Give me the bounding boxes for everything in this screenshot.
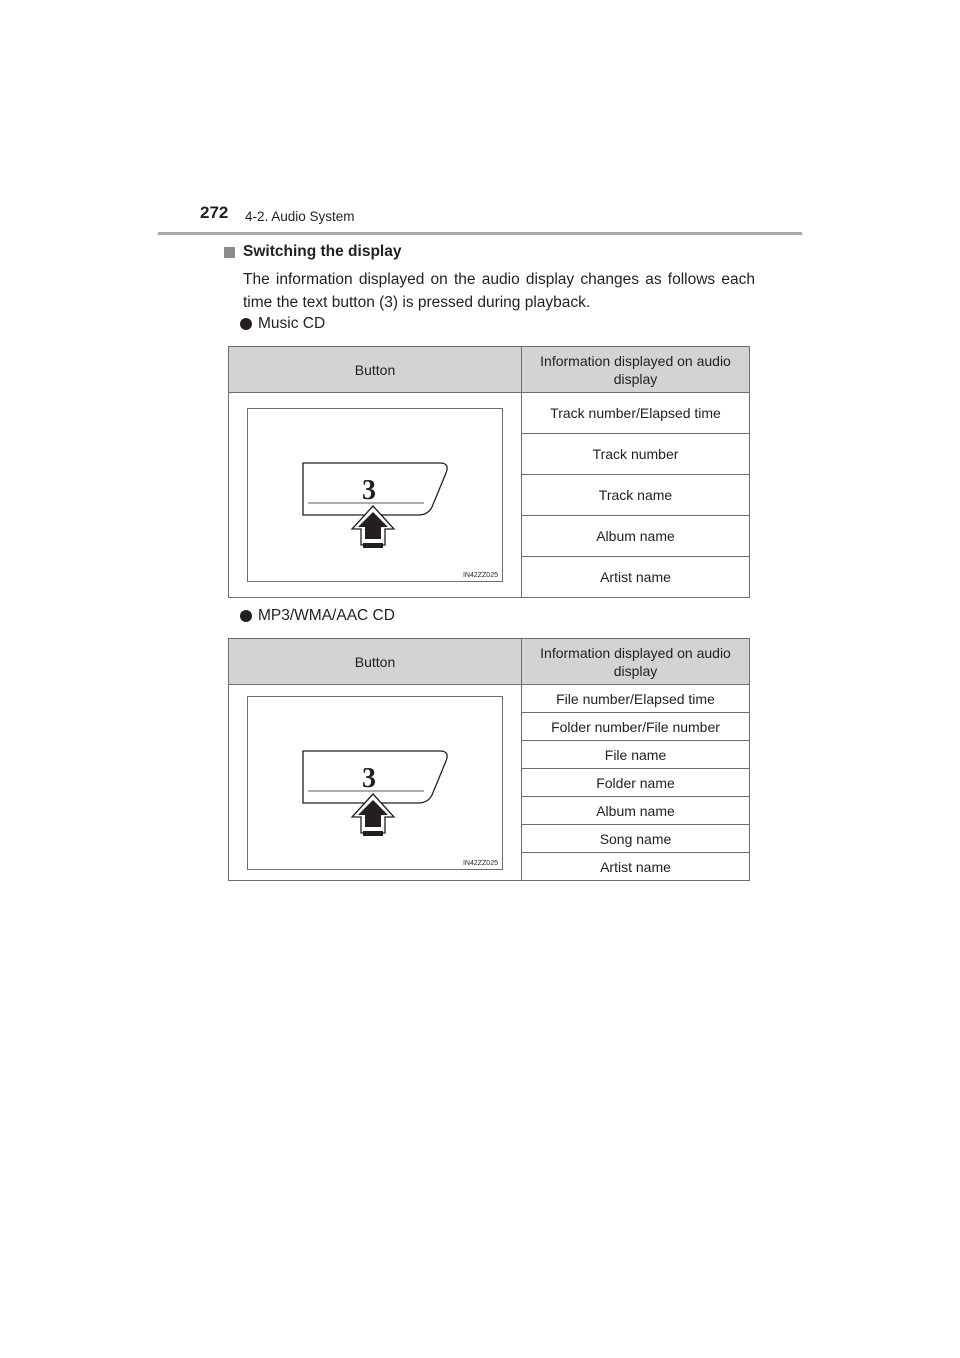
page-number: 272 [200,203,229,222]
music-cd-label: Music CD [258,315,326,332]
music-cd-bullet [240,315,325,333]
figure-code: IN42ZZ025 [462,572,498,579]
table-row [229,393,750,434]
intro-paragraph: The information displayed on the audio display changes as follows each time the text button (3) is pressed during playback. [243,271,755,311]
figure-code: IN42ZZ025 [462,859,498,867]
text-button-figure [247,696,503,870]
info-item: Album name [522,797,750,825]
col-header-button: Button [229,639,522,685]
text-button-illustration [248,697,502,869]
text-button-figure [247,408,503,582]
info-item: Artist name [522,853,750,881]
button-number-label: 3 [362,475,376,506]
info-item: Song name [522,825,750,853]
info-item: Track name [522,475,750,516]
table-row [229,685,750,713]
info-item: File name [522,741,750,769]
info-item: Folder number/File number [522,713,750,741]
info-item: Folder name [522,769,750,797]
section-heading-text: Switching the display [243,243,402,260]
bullet-dot-icon [240,610,252,622]
col-header-info: Information displayed on audio display [522,639,750,685]
section-title: 4-2. Audio System [245,209,355,224]
button-number-label: 3 [362,762,376,794]
col-header-button: Button [229,347,522,393]
info-item: Track number [522,434,750,475]
square-bullet-icon [224,247,235,258]
info-item: Album name [522,516,750,557]
header-rule [158,232,802,235]
mp3-cd-label: MP3/WMA/AAC CD [258,607,395,624]
mp3-cd-bullet [240,607,395,625]
music-cd-table [228,346,750,598]
text-button-illustration [248,409,502,581]
col-header-info: Information displayed on audio display [522,347,750,393]
section-heading [224,243,401,261]
info-item: Artist name [522,557,750,598]
table-header-row [229,639,750,685]
button-figure-cell [229,393,522,598]
table-header-row [229,347,750,393]
mp3-cd-table [228,638,750,881]
info-item: File number/Elapsed time [522,685,750,713]
info-item: Track number/Elapsed time [522,393,750,434]
button-figure-cell [229,685,522,881]
bullet-dot-icon [240,318,252,330]
